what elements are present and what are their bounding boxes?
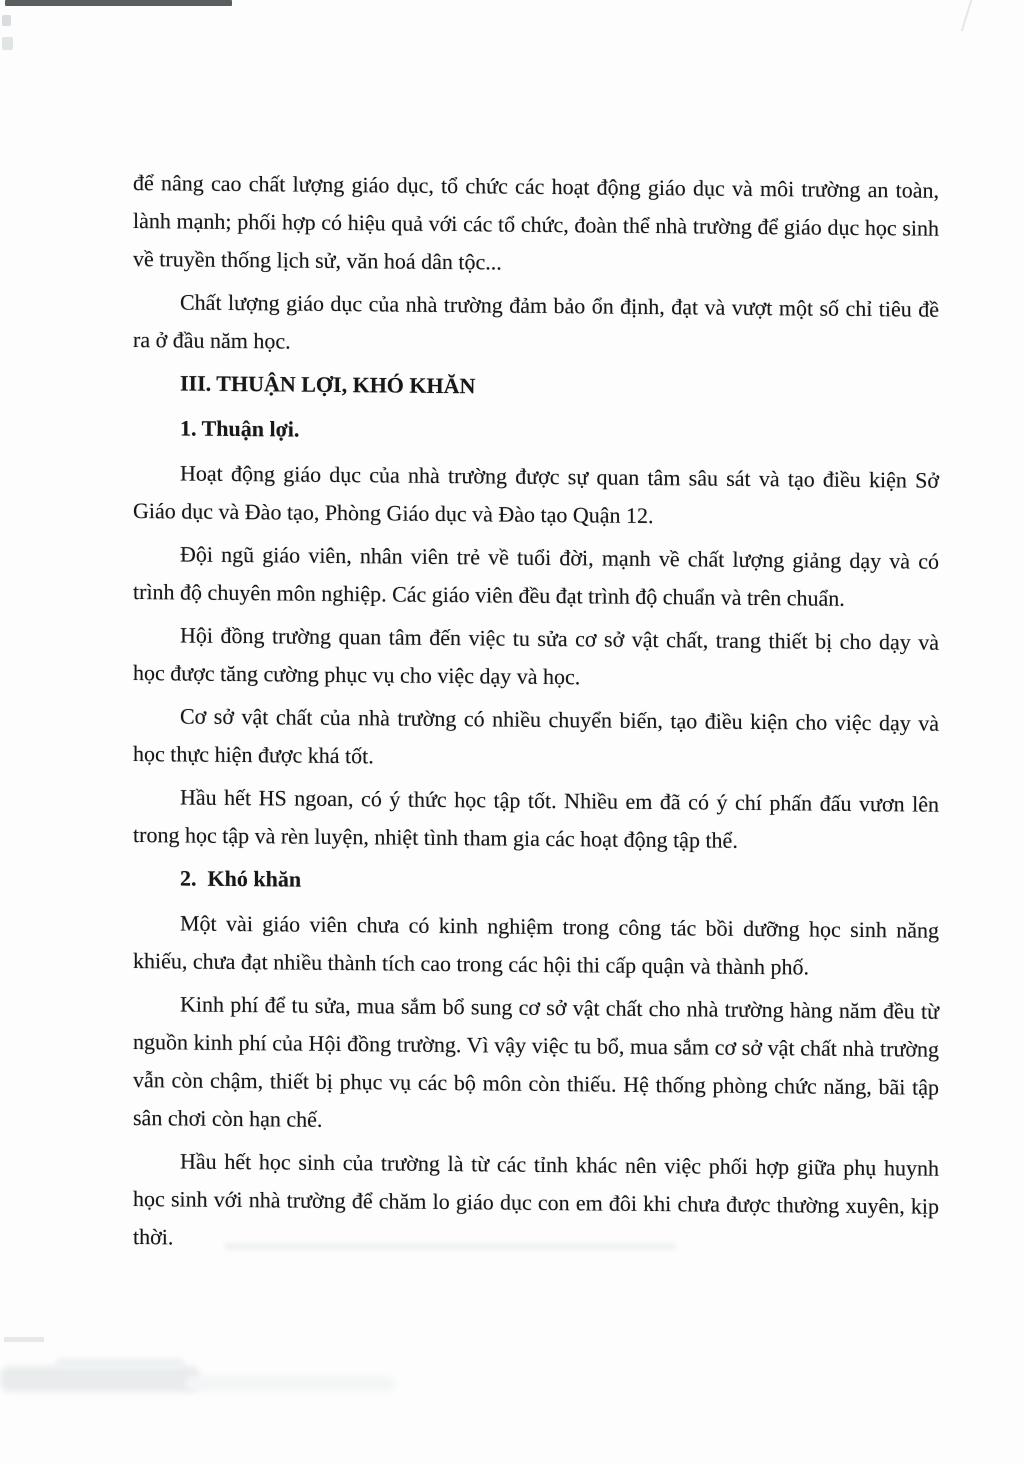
document-text <box>133 164 939 1269</box>
paragraph: Đội ngũ giáo viên, nhân viên trẻ về tuổi đời, mạnh về chất lượng giảng dạy và có trình độ chuyên môn nghiệp. Các giáo viên đều đạt trình độ chuẩn và trên chuẩn. <box>133 541 939 611</box>
paragraph: Kinh phí để tu sửa, mua sắm bổ sung cơ sở vật chất cho nhà trường hàng năm đều từ nguồn kinh phí của Hội đồng trường. Vì vậy việc tu bổ, mua sắm cơ sở vật chất nhà trường vẫn còn chậm, thiết bị phục vụ các bộ môn còn thiếu. Hệ thống phòng chức năng, bãi tập sân chơi còn hạn chế. <box>133 991 939 1132</box>
paragraph: Hầu hết học sinh của trường là từ các tỉnh khác nên việc phối hợp giữa phụ huynh học sinh với nhà trường để chăm lo giáo dục con em đôi khi chưa được thường xuyên, kịp thời. <box>133 1148 939 1250</box>
paragraph: để nâng cao chất lượng giáo dục, tổ chức các hoạt động giáo dục và môi trường an toàn, lành mạnh; phối hợp có hiệu quả với các tổ chức, đoàn thể nhà trường để giáo dục học sinh về truyền thống lịch sử, văn hoá dân tộc... <box>133 170 939 275</box>
scan-artifact-edge-mark <box>2 15 11 26</box>
paragraph: Hầu hết HS ngoan, có ý thức học tập tốt. Nhiều em đã có ý chí phấn đấu vươn lên trong học tập và rèn luyện, nhiệt tình tham gia các hoạt động tập thể. <box>133 784 939 853</box>
scan-artifact-crease <box>961 0 973 32</box>
scan-artifact-smudge <box>185 1376 395 1391</box>
subsection-heading-thuan-loi: 1. Thuận lợi. <box>180 415 300 442</box>
paragraph: Cơ sở vật chất của nhà trường có nhiều chuyển biến, tạo điều kiện cho việc dạy và học thực hiện được khá tốt. <box>133 703 939 769</box>
subsection-heading-kho-khan: 2. Khó khăn <box>180 865 302 892</box>
section-heading-thuan-loi-kho-khan: III. THUẬN LỢI, KHÓ KHĂN <box>180 370 476 399</box>
scan-artifact-top-bar <box>5 0 232 6</box>
scan-artifact-edge-mark <box>4 1337 44 1342</box>
paragraph: Hoạt động giáo dục của nhà trường được sự quan tâm sâu sát và tạo điều kiện Sở Giáo dục và Đào tạo, Phòng Giáo dục và Đào tạo Quận 12. <box>133 460 939 528</box>
scan-artifact-smudge <box>0 1366 200 1392</box>
paragraph: Hội đồng trường quan tâm đến việc tu sửa cơ sở vật chất, trang thiết bị cho dạy và học được tăng cường phục vụ cho việc dạy và học. <box>133 622 939 690</box>
scan-artifact-edge-mark <box>2 37 13 50</box>
paragraph: Chất lượng giáo dục của nhà trường đảm bảo ổn định, đạt và vượt một số chỉ tiêu đề ra ở đầu năm học. <box>133 289 939 354</box>
paragraph: Một vài giáo viên chưa có kinh nghiệm trong công tác bồi dưỡng học sinh năng khiếu, chưa đạt nhiều thành tích cao trong các hội thi cấp quận và thành phố. <box>133 910 939 980</box>
scan-artifact-smudge <box>55 1358 185 1370</box>
